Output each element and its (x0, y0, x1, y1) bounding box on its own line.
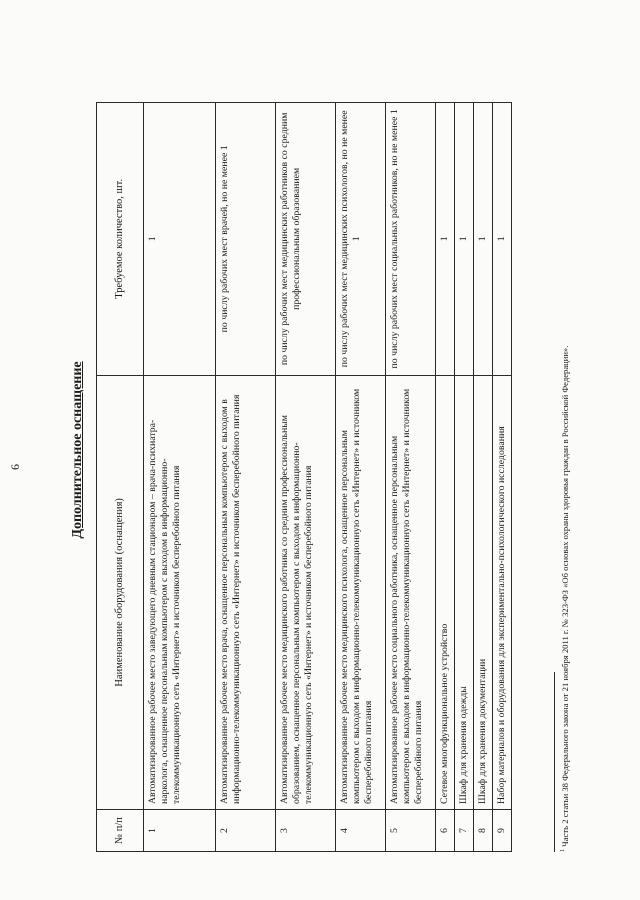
row-equipment-name: Автоматизированное рабочее место медицинского психолога, оснащенное персональным компьютером с выходом в информационно-телекоммуникационную сеть «Интернет» и источником бесперебойного питания (336, 375, 386, 809)
row-quantity: 1 (492, 103, 511, 376)
document-title: Дополнительное оснащение (70, 361, 85, 539)
footnote-divider (554, 672, 555, 852)
row-equipment-name: Набор материалов и оборудования для экспериментально-психологического исследования (492, 375, 511, 809)
header-qty: Требуемое количество, шт. (97, 103, 144, 376)
row-quantity: 1 (454, 103, 473, 376)
footnote-text: Часть 2 статьи 38 Федерального закона от 21 ноября 2011 г. № 323-ФЗ «Об основах охраны здоровья граждан в Российской Федерации». (560, 345, 570, 847)
row-equipment-name: Автоматизированное рабочее место заведующего дневным стационаром – врача-психиатра-нарколога, оснащенное персональным компьютером с выходом в информационно-телекоммуникационную сеть «Интернет» и источником бесперебойного питания (144, 375, 216, 809)
row-number: 3 (276, 810, 336, 852)
table-header-row (97, 103, 144, 852)
table-row (144, 103, 216, 852)
table-row (216, 103, 276, 852)
equipment-table (96, 102, 512, 852)
row-equipment-name: Шкаф для хранения одежды (454, 375, 473, 809)
table-row (436, 103, 455, 852)
row-quantity: по числу рабочих мест медицинских психологов, но не менее 1 (336, 103, 386, 376)
row-quantity: по числу рабочих мест врачей, но не менее 1 (216, 103, 276, 376)
row-number: 8 (473, 810, 492, 852)
row-quantity: по числу рабочих мест медицинских работников со средним профессиональным образованием (276, 103, 336, 376)
row-number: 7 (454, 810, 473, 852)
row-number: 2 (216, 810, 276, 852)
header-num: № п/п (97, 810, 144, 852)
table-row (386, 103, 436, 852)
table-row (276, 103, 336, 852)
row-quantity: 1 (473, 103, 492, 376)
header-name: Наименование оборудования (оснащения) (97, 375, 144, 809)
table-row (336, 103, 386, 852)
footnote-marker: 1 (560, 849, 567, 852)
row-number: 1 (144, 810, 216, 852)
row-number: 5 (386, 810, 436, 852)
row-equipment-name: Автоматизированное рабочее место социального работника, оснащенное персональным компьютером с выходом в информационно-телекоммуникационную сеть «Интернет» и источником бесперебойного питания (386, 375, 436, 809)
table-row (492, 103, 511, 852)
table-row (454, 103, 473, 852)
footnote (560, 72, 570, 852)
row-equipment-name: Шкаф для хранения документации (473, 375, 492, 809)
row-quantity: по числу рабочих мест социальных работников, но не менее 1 (386, 103, 436, 376)
page-number: 6 (8, 464, 22, 470)
row-equipment-name: Автоматизированное рабочее место медицинского работника со средним профессиональным образованием, оснащенное персональным компьютером с выходом в информационно-телекоммуникационную сеть «Интернет» и источником бесперебойного питания (276, 375, 336, 809)
row-equipment-name: Сетевое многофункциональное устройство (436, 375, 455, 809)
row-equipment-name: Автоматизированное рабочее место врача, оснащенное персональным компьютером с выходом в информационно-телекоммуникационную сеть «Интернет» и источником бесперебойного питания (216, 375, 276, 809)
row-number: 9 (492, 810, 511, 852)
row-quantity: 1 (144, 103, 216, 376)
table-row (473, 103, 492, 852)
row-quantity: 1 (436, 103, 455, 376)
row-number: 4 (336, 810, 386, 852)
row-number: 6 (436, 810, 455, 852)
